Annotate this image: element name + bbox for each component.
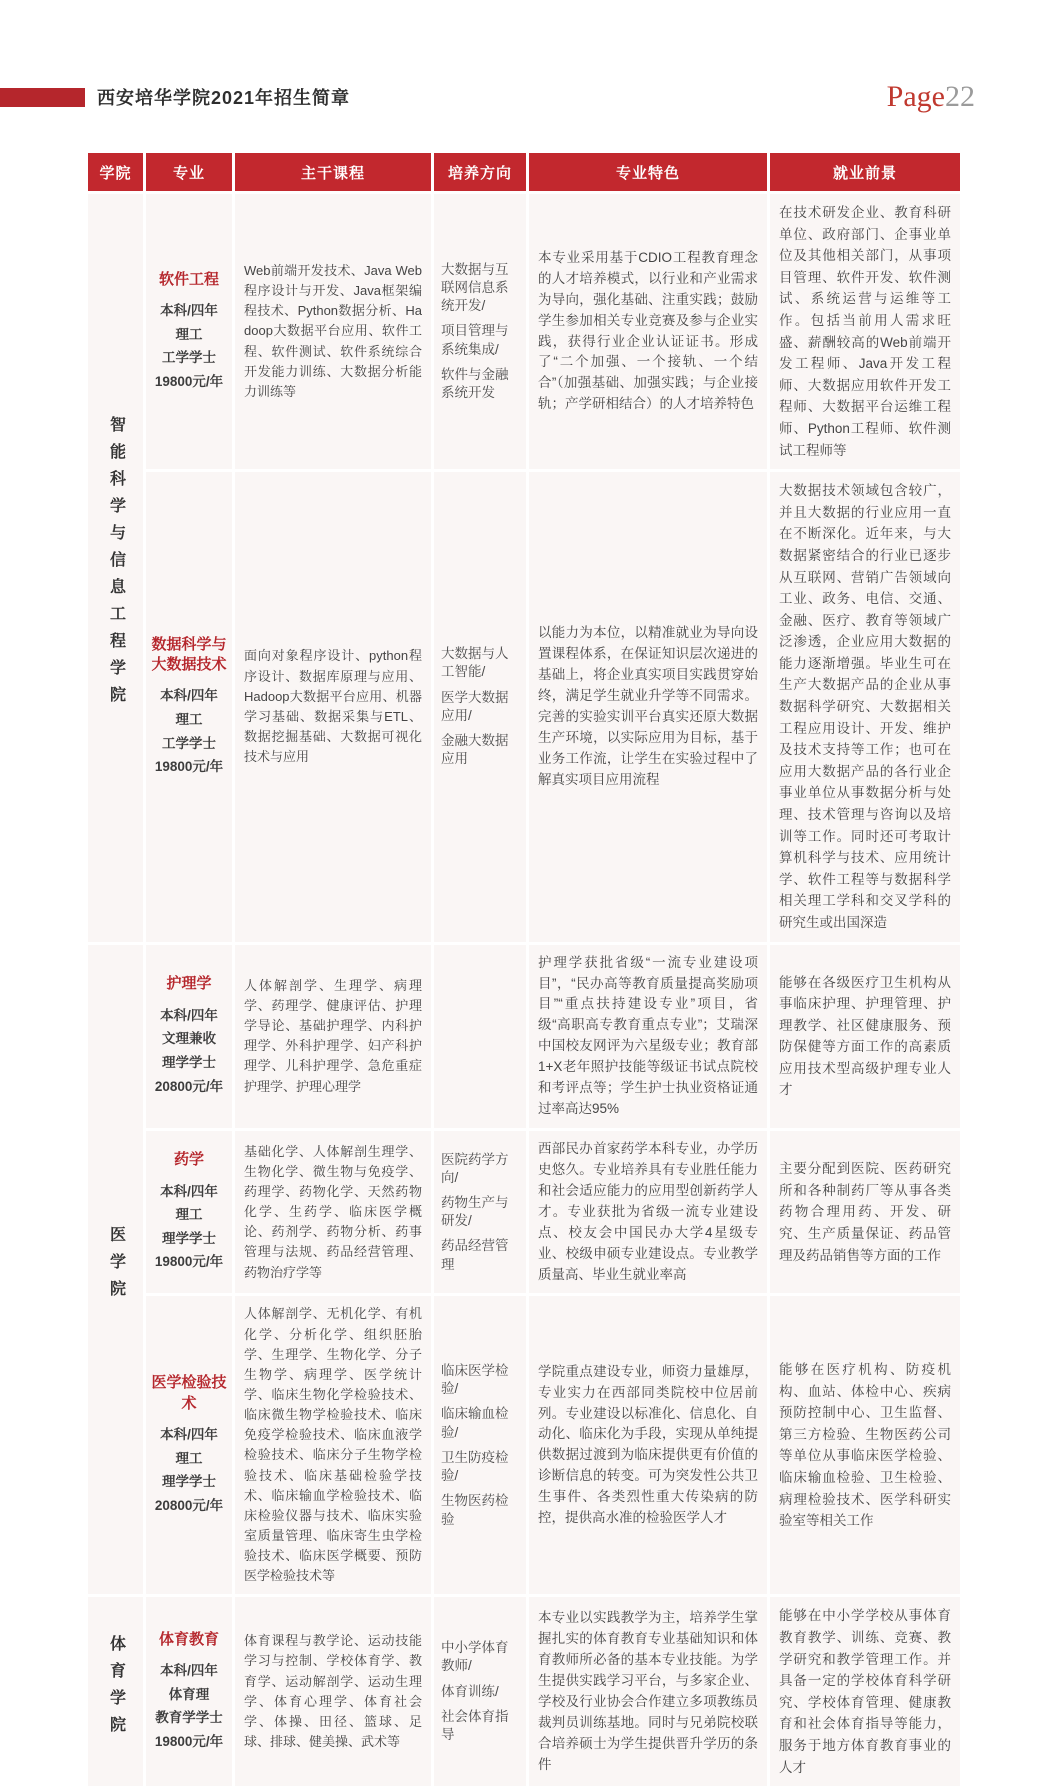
features-cell: 以能力为本位，以精准就业为导向设置课程体系，在保证知识层次递进的基础上，将企业真实项目实践贯穿始终，满足学生就业升学等不同需求。完善的实验实训平台真实还原大数据生产环境，以实际应用为目标，基于业务工作流，让学生在实验过程中了解真实项目应用流程 xyxy=(529,472,767,941)
courses-cell: 面向对象程序设计、python程序设计、数据库原理与应用、Hadoop大数据平台应用、机器学习基础、数据采集与ETL、数据挖掘基础、大数据可视化技术与应用 xyxy=(235,472,431,941)
major-tuition: 20800元/年 xyxy=(154,1078,224,1094)
college-cell xyxy=(88,945,143,1595)
major-info xyxy=(150,299,228,394)
page-number-label: Page xyxy=(886,80,945,113)
employment-cell: 能够在中小学学校从事体育教育教学、训练、竞赛、教学研究和教学管理工作。并具备一定的学校体育科学研究、学校体育管理、健康教育和社会体育指导等能力，服务于地方体育教育事业的人才 xyxy=(770,1597,960,1786)
direction-line: 大数据与人工智能/ xyxy=(441,646,509,680)
major-tuition: 19800元/年 xyxy=(154,1254,224,1270)
features-cell: 西部民办首家药学本科专业，办学历史悠久。专业培养具有专业胜任能力和社会适应能力的应用型创新药学人才。专业获批为省级一流专业建设点、校友会中国民办大学4星级专业、校级申硕专业建设点。专业教学质量高、毕业生就业率高 xyxy=(529,1131,767,1293)
header-college: 学院 xyxy=(88,153,143,191)
major-info xyxy=(150,684,228,779)
major-category: 理工 xyxy=(175,1450,203,1466)
college-cell xyxy=(88,194,143,942)
courses-cell: 人体解剖学、无机化学、有机化学、分析化学、组织胚胎学、生理学、生物化学、分子生物学、病理学、医学统计学、临床生物化学检验技术、临床微生物学检验技术、临床免疫学检验技术、临床血液学检验技术、临床分子生物学检验技术、临床基础检验学技术、临床输血学检验技术、临床检验仪器与技术、临床实验室质量管理、临床寄生虫学检验技术、临床医学概要、预防医学检验技术等 xyxy=(235,1296,431,1594)
major-info xyxy=(150,1180,228,1275)
features-cell: 学院重点建设专业，师资力量雄厚，专业实力在西部同类院校中位居前列。专业建设以标准化、信息化、自动化、临床化为手段，实现从单纯提供数据过渡到为临床提供更有价值的诊断信息的转变。可为突发性公共卫生事件、各类烈性重大传染病的防控，提供高水准的检验医学人才 xyxy=(529,1296,767,1594)
direction-line: 临床医学检验/ xyxy=(441,1363,509,1397)
major-bachelor: 工学学士 xyxy=(162,735,216,751)
direction-line: 医院药学方向/ xyxy=(441,1151,509,1185)
header-employment: 就业前景 xyxy=(770,153,960,191)
major-tuition: 20800元/年 xyxy=(154,1497,224,1513)
employment-cell: 主要分配到医院、医药研究所和各种制药厂等从事各类药物合理用药、开发、研究、生产质量保证、药品管理及药品销售等方面的工作 xyxy=(770,1131,960,1293)
direction-cell xyxy=(434,472,526,941)
major-tuition: 19800元/年 xyxy=(154,373,224,389)
major-cell xyxy=(146,1296,232,1594)
direction-cell xyxy=(434,194,526,469)
major-cell xyxy=(146,472,232,941)
major-info xyxy=(150,1004,228,1099)
table-row xyxy=(88,472,960,941)
direction-line: 金融大数据应用 xyxy=(441,733,509,767)
employment-cell: 在技术研发企业、教育科研单位、政府部门、企事业单位及其他相关部门，从事项目管理、软件开发、软件测试、系统运营与运维等工作。包括当前用人需求旺盛、薪酬较高的Web前端开发工程师、Java开发工程师、大数据应用软件开发工程师、大数据平台运维工程师、Python工程师、软件测试工程师等 xyxy=(770,194,960,469)
major-cell xyxy=(146,194,232,469)
header-direction: 培养方向 xyxy=(434,153,526,191)
direction-line: 项目管理与系统集成/ xyxy=(441,323,509,357)
header-major: 专业 xyxy=(146,153,232,191)
table-row xyxy=(88,1296,960,1594)
features-cell: 本专业采用基于CDIO工程教育理念的人才培养模式，以行业和产业需求为导向，强化基础、注重实践；鼓励学生参加相关专业竞赛及参与企业实践，获得行业企业认证证书。形成了“二个加强、一个接轨、一个结合”（加强基础、加强实践；与企业接轨；产学研相结合）的人才培养特色 xyxy=(529,194,767,469)
header-left xyxy=(0,84,350,110)
college-name: 医学院 xyxy=(107,1225,125,1307)
direction-cell xyxy=(434,1597,526,1786)
major-info xyxy=(150,1423,228,1518)
major-category: 文理兼收 xyxy=(162,1031,216,1047)
direction-cell-empty xyxy=(434,945,526,1128)
major-bachelor: 教育学学士 xyxy=(155,1710,223,1726)
direction-line: 卫生防疫检验/ xyxy=(441,1449,509,1484)
major-info xyxy=(150,1659,228,1754)
direction-line: 中小学体育教师/ xyxy=(441,1640,509,1674)
major-category: 理工 xyxy=(175,711,203,727)
document-title: 西安培华学院2021年招生简章 xyxy=(97,88,351,108)
table-row xyxy=(88,1131,960,1293)
courses-cell: 人体解剖学、生理学、病理学、药理学、健康评估、护理学导论、基础护理学、内科护理学、外科护理学、妇产科护理学、儿科护理学、急危重症护理学、护理心理学 xyxy=(235,945,431,1128)
college-cell xyxy=(88,1597,143,1786)
direction-line: 药物生产与研发/ xyxy=(441,1194,509,1229)
page-number xyxy=(887,82,975,112)
table-row xyxy=(88,194,960,469)
major-name: 护理学 xyxy=(166,975,212,993)
major-bachelor: 理学学士 xyxy=(162,1474,216,1490)
major-category: 理工 xyxy=(175,326,203,342)
red-accent-bar xyxy=(0,88,85,107)
employment-cell: 能够在医疗机构、防疫机构、血站、体检中心、疾病预防控制中心、卫生监督、第三方检验、生物医药公司等单位从事临床医学检验、临床输血检验、卫生检验、病理检验技术、医学科研实验室等相关工作 xyxy=(770,1296,960,1594)
table-header-row xyxy=(88,153,960,191)
direction-line: 临床输血检验/ xyxy=(441,1406,509,1440)
major-degree: 本科/四年 xyxy=(160,302,218,318)
major-bachelor: 工学学士 xyxy=(162,350,216,366)
college-name: 智能科学与信息工程学院 xyxy=(107,416,125,714)
major-name: 医学检验技术 xyxy=(151,1374,227,1412)
table-row xyxy=(88,945,960,1128)
courses-cell: 体育课程与教学论、运动技能学习与控制、学校体育学、教育学、运动解剖学、运动生理学、体育心理学、体育社会学、体操、田径、篮球、足球、排球、健美操、武术等 xyxy=(235,1597,431,1786)
major-category: 体育理 xyxy=(168,1686,210,1702)
major-degree: 本科/四年 xyxy=(160,688,218,704)
employment-cell: 大数据技术领域包含较广，并且大数据的行业应用一直在不断深化。近年来，与大数据紧密结合的行业已逐步从互联网、营销广告领域向工业、政务、电信、交通、金融、医疗、教育等领域广泛渗透，企业应用大数据的能力逐渐增强。毕业生可在生产大数据产品的企业从事数据科学研究、大数据相关工程应用设计、开发、维护及技术支持等工作；也可在应用大数据产品的各行业企事业单位从事数据分析与处理、技术管理与咨询以及培训等工作。同时还可考取计算机科学与技术、应用统计学、软件工程等与数据科学相关理工学科和交叉学科的研究生或出国深造 xyxy=(770,472,960,941)
major-degree: 本科/四年 xyxy=(160,1183,218,1199)
majors-table xyxy=(85,150,963,1789)
direction-line: 医学大数据应用/ xyxy=(441,689,509,723)
direction-line: 生物医药检验 xyxy=(441,1493,509,1527)
major-tuition: 19800元/年 xyxy=(154,1734,224,1750)
courses-cell: 基础化学、人体解剖生理学、生物化学、微生物与免疫学、药理学、药物化学、天然药物化学、生药学、临床医学概论、药剂学、药物分析、药事管理与法规、药品经营管理、药物治疗学等 xyxy=(235,1131,431,1293)
page-header xyxy=(0,82,975,112)
college-name: 体育学院 xyxy=(107,1634,125,1743)
direction-line: 大数据与互联网信息系统开发/ xyxy=(441,261,509,314)
major-name: 数据科学与大数据技术 xyxy=(151,635,227,674)
employment-cell: 能够在各级医疗卫生机构从事临床护理、护理管理、护理教学、社区健康服务、预防保健等方面工作的高素质应用技术型高级护理专业人才 xyxy=(770,945,960,1128)
courses-cell: Web前端开发技术、Java Web程序设计与开发、Java框架编程技术、Python数据分析、Hadoop大数据平台应用、软件工程、软件测试、软件系统综合开发能力训练、大数据分析能力训练等 xyxy=(235,194,431,469)
direction-cell xyxy=(434,1131,526,1293)
major-category: 理工 xyxy=(175,1207,203,1223)
major-bachelor: 理学学士 xyxy=(162,1230,216,1246)
major-bachelor: 理学学士 xyxy=(162,1054,216,1070)
major-degree: 本科/四年 xyxy=(160,1663,218,1679)
major-name: 体育教育 xyxy=(158,1630,219,1648)
direction-line: 社会体育指导 xyxy=(441,1708,509,1743)
major-cell xyxy=(146,945,232,1128)
major-name: 药学 xyxy=(173,1151,204,1169)
direction-cell xyxy=(434,1296,526,1594)
direction-line: 药品经营管理 xyxy=(441,1238,509,1272)
features-cell: 护理学获批省级“一流专业建设项目”，“民办高等教育质量提高奖励项目”“重点扶持建设专业”项目，省级“高职高专教育重点专业”；艾瑞深中国校友网评为六星级专业；教育部1+X老年照护技能等级证书试点院校和考评点等；学生护士执业资格证通过率高达95% xyxy=(529,945,767,1128)
major-tuition: 19800元/年 xyxy=(154,759,224,775)
major-name: 软件工程 xyxy=(158,270,219,288)
major-cell xyxy=(146,1131,232,1293)
major-degree: 本科/四年 xyxy=(160,1426,218,1442)
direction-line: 软件与金融系统开发 xyxy=(441,366,509,401)
major-degree: 本科/四年 xyxy=(160,1007,218,1023)
table-row xyxy=(88,1597,960,1786)
direction-line: 体育训练/ xyxy=(441,1683,499,1699)
header-courses: 主干课程 xyxy=(235,153,431,191)
major-cell xyxy=(146,1597,232,1786)
header-features: 专业特色 xyxy=(529,153,767,191)
page-number-value: 22 xyxy=(945,80,975,113)
features-cell: 本专业以实践教学为主，培养学生掌握扎实的体育教育专业基础知识和体育教师所必备的基本专业技能。为学生提供实践学习平台，与多家企业、学校及行业协会合作建立多项教练员裁判员训练基地。同时与兄弟院校联合培养硕士为学生提供晋升学历的条件 xyxy=(529,1597,767,1786)
